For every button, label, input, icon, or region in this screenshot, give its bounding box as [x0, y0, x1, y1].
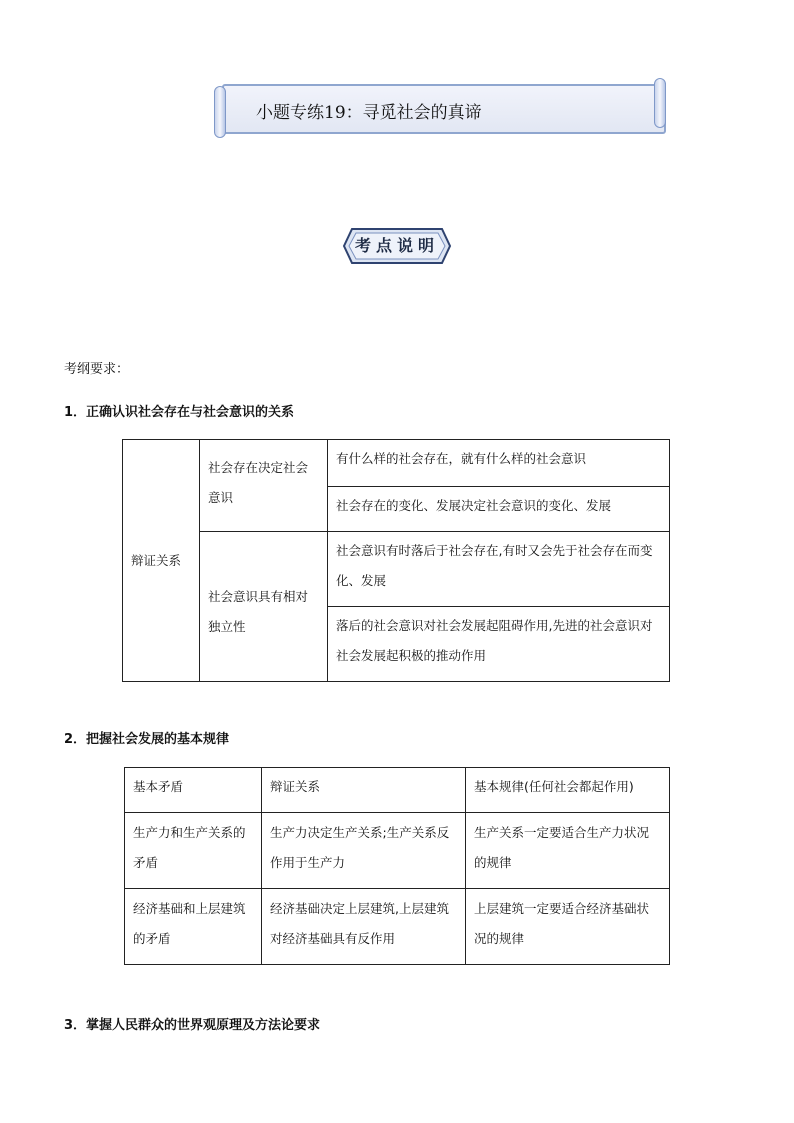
section1-heading: 1．正确认识社会存在与社会意识的关系: [64, 405, 295, 420]
table-cell: 生产关系一定要适合生产力状况的规律: [466, 813, 670, 889]
table-row: [125, 768, 670, 813]
table-cell: 辩证关系: [123, 440, 200, 682]
table-cell: 上层建筑一定要适合经济基础状况的规律: [466, 889, 670, 965]
table-cell: 有什么样的社会存在，就有什么样的社会意识: [328, 440, 670, 487]
table-row: [123, 532, 670, 607]
table-cell: 社会意识有时落后于社会存在,有时又会先于社会存在而变化、发展: [328, 532, 670, 607]
table-cell: 社会存在的变化、发展决定社会意识的变化、发展: [328, 487, 670, 532]
section-badge: [342, 227, 452, 265]
scroll-roll-right-icon: [654, 78, 666, 128]
section3-heading: 3．掌握人民群众的世界观原理及方法论要求: [64, 1018, 321, 1033]
table-header-cell: 基本规律(任何社会都起作用): [466, 768, 670, 813]
table-cell: 生产力决定生产关系;生产关系反作用于生产力: [262, 813, 466, 889]
table-header-cell: 辩证关系: [262, 768, 466, 813]
scroll-roll-left-icon: [214, 86, 226, 138]
section2-heading: 2．把握社会发展的基本规律: [64, 732, 230, 747]
table-row: [125, 889, 670, 965]
table-row: [123, 440, 670, 487]
badge-label: 考点说明: [354, 236, 439, 255]
table-cell: 社会意识具有相对独立性: [200, 532, 328, 682]
table-cell: 经济基础决定上层建筑,上层建筑对经济基础具有反作用: [262, 889, 466, 965]
laws-table: [124, 767, 670, 965]
table-cell: 生产力和生产关系的矛盾: [125, 813, 262, 889]
table-cell: 经济基础和上层建筑的矛盾: [125, 889, 262, 965]
title-banner: [212, 78, 668, 136]
table-cell: 社会存在决定社会意识: [200, 440, 328, 532]
table-cell: 落后的社会意识对社会发展起阻碍作用,先进的社会意识对社会发展起积极的推动作用: [328, 607, 670, 682]
relation-table: [122, 439, 670, 682]
table-header-cell: 基本矛盾: [125, 768, 262, 813]
table-row: [125, 813, 670, 889]
page-title: 小题专练19：寻觅社会的真谛: [256, 103, 482, 123]
requirements-label: 考纲要求：: [64, 362, 130, 377]
